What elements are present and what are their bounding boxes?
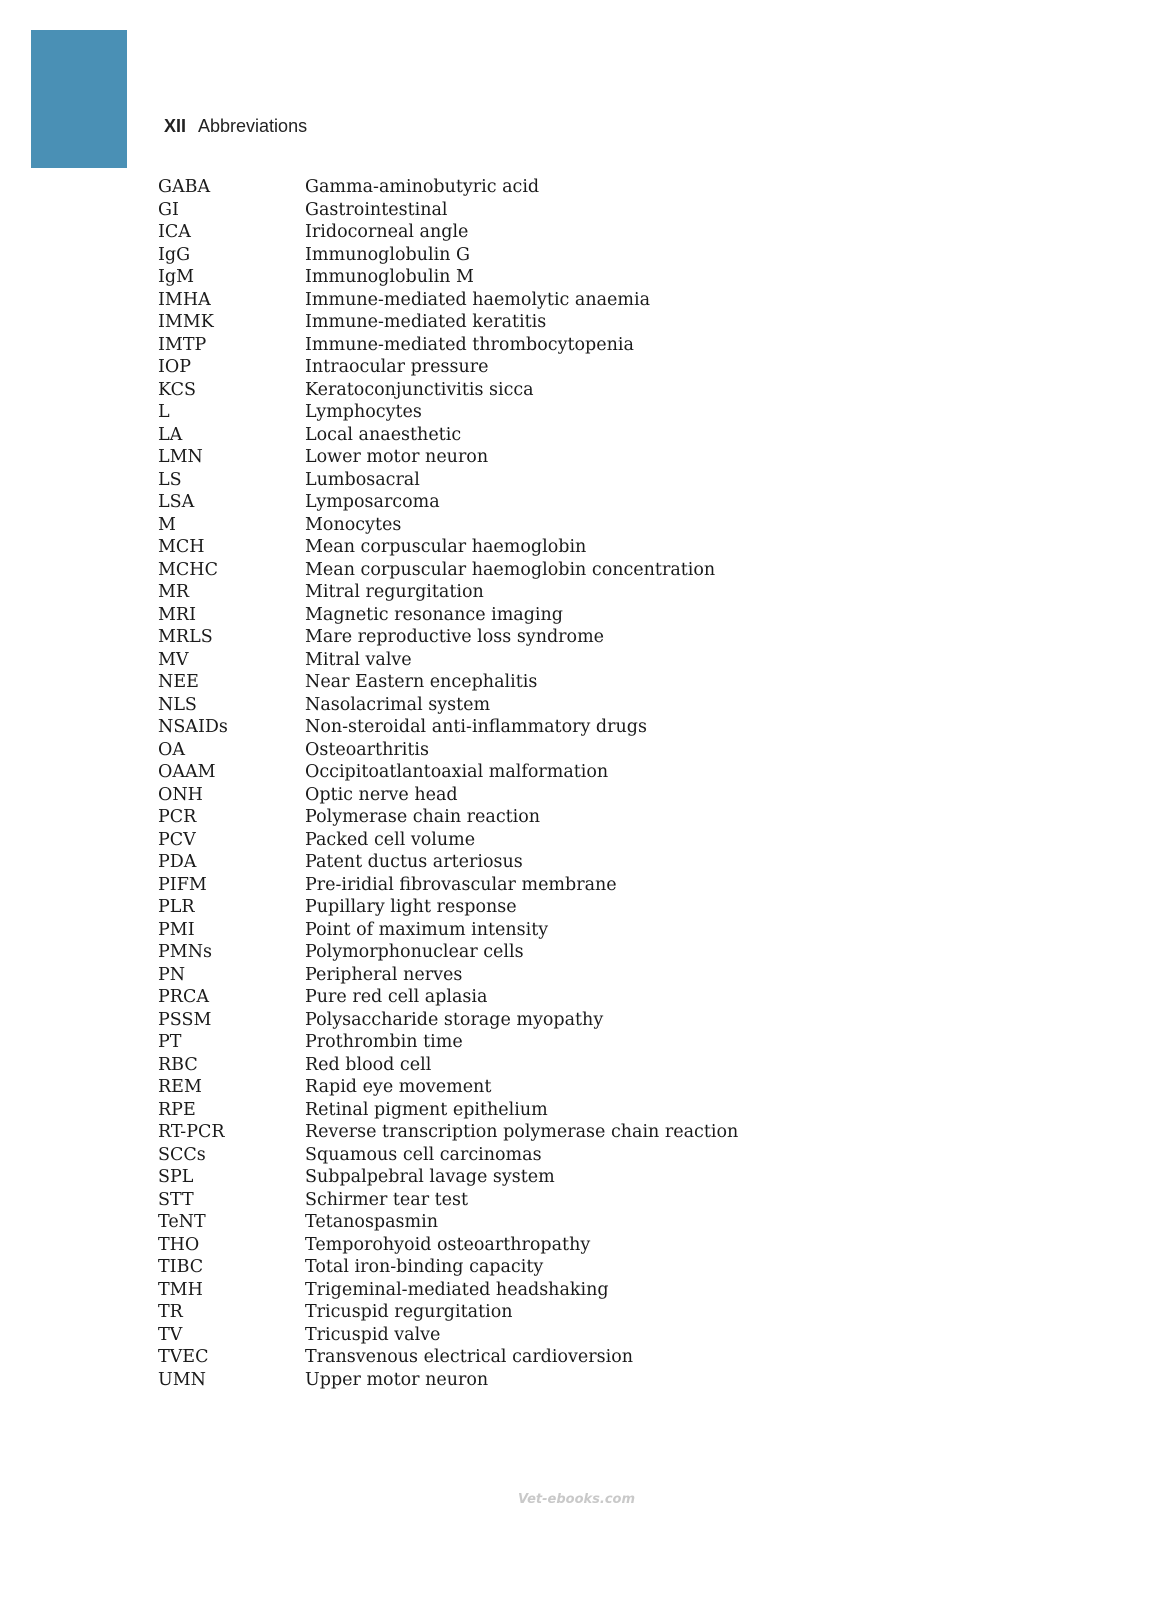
abbreviation-term: OAAM xyxy=(158,762,216,782)
abbreviation-definition: Immune-mediated thrombocytopenia xyxy=(305,334,634,355)
abbreviation-term: PN xyxy=(158,964,186,985)
abbreviation-row xyxy=(158,1144,738,1167)
abbreviation-term: RPE xyxy=(158,1099,196,1120)
abbreviation-row xyxy=(158,716,738,739)
abbreviation-term: PSSM xyxy=(158,1009,212,1030)
abbreviation-row xyxy=(158,379,738,402)
abbreviation-definition: Rapid eye movement xyxy=(305,1077,492,1097)
abbreviation-definition: Point of maximum intensity xyxy=(305,919,549,940)
abbreviation-definition: Immunoglobulin G xyxy=(305,244,470,265)
abbreviation-row xyxy=(158,176,738,199)
abbreviation-term: MRI xyxy=(158,604,197,625)
abbreviation-row xyxy=(158,311,738,334)
abbreviation-row xyxy=(158,806,738,829)
abbreviation-row xyxy=(158,671,738,694)
abbreviation-term: IOP xyxy=(158,357,192,377)
abbreviation-row xyxy=(158,1031,738,1054)
abbreviation-row xyxy=(158,1256,738,1279)
abbreviation-row xyxy=(158,919,738,942)
abbreviation-term: RBC xyxy=(158,1054,198,1075)
page-number: XII xyxy=(164,116,187,136)
abbreviation-term: PMI xyxy=(158,919,195,940)
abbreviation-definition: Peripheral nerves xyxy=(305,964,463,985)
abbreviation-term: PMNs xyxy=(158,942,212,962)
abbreviation-definition: Near Eastern encephalitis xyxy=(305,672,538,692)
abbreviation-row xyxy=(158,356,738,379)
abbreviation-term: ICA xyxy=(158,222,191,242)
abbreviation-definition: Polysaccharide storage myopathy xyxy=(305,1009,604,1030)
abbreviation-definition: Mean corpuscular haemoglobin concentration xyxy=(305,559,716,580)
abbreviation-term: STT xyxy=(158,1189,194,1210)
abbreviation-row xyxy=(158,424,738,447)
abbreviation-definition: Local anaesthetic xyxy=(305,424,462,445)
section-title: Abbreviations xyxy=(198,116,308,136)
abbreviation-definition: Immunoglobulin M xyxy=(305,267,474,287)
abbreviation-term: PDA xyxy=(158,852,197,872)
abbreviation-row xyxy=(158,829,738,852)
abbreviation-definition: Lymposarcoma xyxy=(305,492,440,512)
abbreviation-term: IgM xyxy=(158,267,195,287)
abbreviation-row xyxy=(158,401,738,424)
abbreviation-definition: Pupillary light response xyxy=(305,897,517,917)
abbreviation-definition: Mitral valve xyxy=(305,649,412,670)
abbreviation-definition: Optic nerve head xyxy=(305,784,458,805)
abbreviation-definition: Osteoarthritis xyxy=(305,739,429,760)
abbreviation-term: ONH xyxy=(158,784,203,805)
running-head xyxy=(164,116,307,137)
abbreviation-row xyxy=(158,1211,738,1234)
abbreviation-row xyxy=(158,964,738,987)
abbreviation-row xyxy=(158,761,738,784)
abbreviation-row xyxy=(158,649,738,672)
abbreviation-definition: Lumbosacral xyxy=(305,469,420,490)
abbreviation-definition: Packed cell volume xyxy=(305,829,476,850)
abbreviation-term: TVEC xyxy=(158,1347,209,1367)
abbreviation-definition: Reverse transcription polymerase chain reaction xyxy=(305,1122,739,1142)
abbreviation-definition: Schirmer tear test xyxy=(305,1189,469,1210)
abbreviation-term: PLR xyxy=(158,897,195,917)
abbreviation-row xyxy=(158,221,738,244)
abbreviation-row xyxy=(158,1234,738,1257)
abbreviation-term: THO xyxy=(158,1234,200,1255)
abbreviation-term: TR xyxy=(158,1302,183,1322)
abbreviation-definition: Lower motor neuron xyxy=(305,447,489,467)
abbreviation-definition: Iridocorneal angle xyxy=(305,222,469,242)
abbreviation-term: GI xyxy=(158,199,179,220)
abbreviation-term: IgG xyxy=(158,244,191,265)
abbreviation-term: GABA xyxy=(158,177,211,197)
abbreviation-row xyxy=(158,1121,738,1144)
abbreviation-row xyxy=(158,1346,738,1369)
abbreviation-term: MRLS xyxy=(158,627,213,647)
abbreviation-term: MCHC xyxy=(158,559,218,580)
abbreviation-term: PT xyxy=(158,1032,182,1052)
abbreviation-definition: Polymerase chain reaction xyxy=(305,807,541,827)
abbreviation-row xyxy=(158,1301,738,1324)
abbreviation-term: LA xyxy=(158,424,183,445)
abbreviation-definition: Subpalpebral lavage system xyxy=(305,1167,555,1187)
abbreviation-row xyxy=(158,266,738,289)
abbreviation-definition: Squamous cell carcinomas xyxy=(305,1144,542,1165)
abbreviation-definition: Pre-iridial fibrovascular membrane xyxy=(305,874,617,895)
abbreviation-term: SPL xyxy=(158,1167,194,1187)
abbreviation-term: PCV xyxy=(158,829,196,850)
abbreviation-definition: Retinal pigment epithelium xyxy=(305,1099,548,1120)
abbreviation-definition: Occipitoatlantoaxial malformation xyxy=(305,762,609,782)
abbreviation-row xyxy=(158,559,738,582)
abbreviation-term: M xyxy=(158,514,176,535)
abbreviation-definition: Transvenous electrical cardioversion xyxy=(305,1347,634,1367)
abbreviation-row xyxy=(158,604,738,627)
abbreviation-term: IMMK xyxy=(158,312,214,332)
abbreviation-definition: Monocytes xyxy=(305,514,402,535)
abbreviation-row xyxy=(158,626,738,649)
abbreviation-definition: Tricuspid regurgitation xyxy=(305,1302,513,1322)
abbreviation-row xyxy=(158,199,738,222)
abbreviation-term: UMN xyxy=(158,1369,206,1390)
abbreviation-row xyxy=(158,784,738,807)
abbreviation-definition: Polymorphonuclear cells xyxy=(305,942,524,962)
abbreviation-term: RT-PCR xyxy=(158,1122,225,1142)
abbreviation-term: L xyxy=(158,402,170,422)
abbreviation-definition: Mitral regurgitation xyxy=(305,582,484,602)
abbreviation-row xyxy=(158,1166,738,1189)
abbreviation-definition: Magnetic resonance imaging xyxy=(305,604,564,625)
abbreviation-term: PIFM xyxy=(158,874,207,895)
abbreviation-row xyxy=(158,1099,738,1122)
abbreviation-definition: Gastrointestinal xyxy=(305,199,448,220)
abbreviation-term: LMN xyxy=(158,447,203,467)
abbreviation-term: KCS xyxy=(158,379,196,400)
abbreviation-term: NEE xyxy=(158,672,199,692)
abbreviation-row xyxy=(158,941,738,964)
abbreviation-definition: Gamma-aminobutyric acid xyxy=(305,177,540,197)
abbreviation-row xyxy=(158,896,738,919)
abbreviation-term: OA xyxy=(158,739,185,760)
abbreviation-definition: Tetanospasmin xyxy=(305,1212,439,1232)
watermark-logo: Vet-ebooks.com xyxy=(518,1492,636,1507)
abbreviation-definition: Temporohyoid osteoarthropathy xyxy=(305,1234,591,1255)
abbreviation-definition: Keratoconjunctivitis sicca xyxy=(305,379,534,400)
abbreviation-row xyxy=(158,1189,738,1212)
abbreviation-definition: Pure red cell aplasia xyxy=(305,987,488,1007)
abbreviation-term: IMHA xyxy=(158,289,211,310)
abbreviation-row xyxy=(158,1324,738,1347)
abbreviation-definition: Immune-mediated keratitis xyxy=(305,312,547,332)
abbreviation-row xyxy=(158,469,738,492)
abbreviation-row xyxy=(158,1009,738,1032)
abbreviation-definition: Tricuspid valve xyxy=(305,1324,441,1345)
abbreviation-row xyxy=(158,851,738,874)
abbreviation-term: IMTP xyxy=(158,334,207,355)
abbreviation-row xyxy=(158,1279,738,1302)
abbreviation-row xyxy=(158,289,738,312)
abbreviation-definition: Prothrombin time xyxy=(305,1032,463,1052)
abbreviation-term: SCCs xyxy=(158,1144,206,1165)
abbreviation-row xyxy=(158,491,738,514)
abbreviation-row xyxy=(158,694,738,717)
abbreviation-definition: Lymphocytes xyxy=(305,402,422,422)
abbreviation-row xyxy=(158,514,738,537)
abbreviation-definition: Nasolacrimal system xyxy=(305,694,491,715)
abbreviation-row xyxy=(158,244,738,267)
abbreviation-term: TMH xyxy=(158,1279,203,1300)
abbreviation-term: TV xyxy=(158,1324,183,1345)
abbreviation-row xyxy=(158,739,738,762)
abbreviation-definition: Mare reproductive loss syndrome xyxy=(305,627,605,647)
abbreviation-row xyxy=(158,874,738,897)
abbreviation-definition: Upper motor neuron xyxy=(305,1369,489,1390)
abbreviation-row xyxy=(158,1369,738,1392)
abbreviation-term: MR xyxy=(158,582,190,602)
abbreviation-term: NLS xyxy=(158,694,197,715)
abbreviation-definition: Patent ductus arteriosus xyxy=(305,852,523,872)
abbreviation-definition: Immune-mediated haemolytic anaemia xyxy=(305,289,651,310)
abbreviations-list xyxy=(158,176,738,1391)
abbreviation-row xyxy=(158,446,738,469)
chapter-tab-block xyxy=(31,30,127,168)
abbreviation-definition: Total iron-binding capacity xyxy=(305,1257,544,1277)
abbreviation-term: TIBC xyxy=(158,1257,204,1277)
abbreviation-term: PCR xyxy=(158,807,197,827)
abbreviation-row xyxy=(158,536,738,559)
abbreviation-term: REM xyxy=(158,1077,202,1097)
abbreviation-row xyxy=(158,581,738,604)
abbreviation-term: NSAIDs xyxy=(158,717,228,737)
abbreviation-row xyxy=(158,334,738,357)
abbreviation-term: LSA xyxy=(158,492,195,512)
abbreviation-row xyxy=(158,1054,738,1077)
abbreviation-definition: Non-steroidal anti-inflammatory drugs xyxy=(305,717,647,737)
abbreviation-definition: Mean corpuscular haemoglobin xyxy=(305,537,587,557)
abbreviation-term: TeNT xyxy=(158,1212,206,1232)
abbreviation-definition: Intraocular pressure xyxy=(305,357,489,377)
abbreviation-term: LS xyxy=(158,469,182,490)
abbreviation-term: PRCA xyxy=(158,987,209,1007)
abbreviation-term: MCH xyxy=(158,537,205,557)
abbreviation-row xyxy=(158,986,738,1009)
abbreviation-definition: Trigeminal-mediated headshaking xyxy=(305,1279,609,1300)
abbreviation-row xyxy=(158,1076,738,1099)
abbreviation-term: MV xyxy=(158,649,189,670)
abbreviation-definition: Red blood cell xyxy=(305,1054,432,1075)
